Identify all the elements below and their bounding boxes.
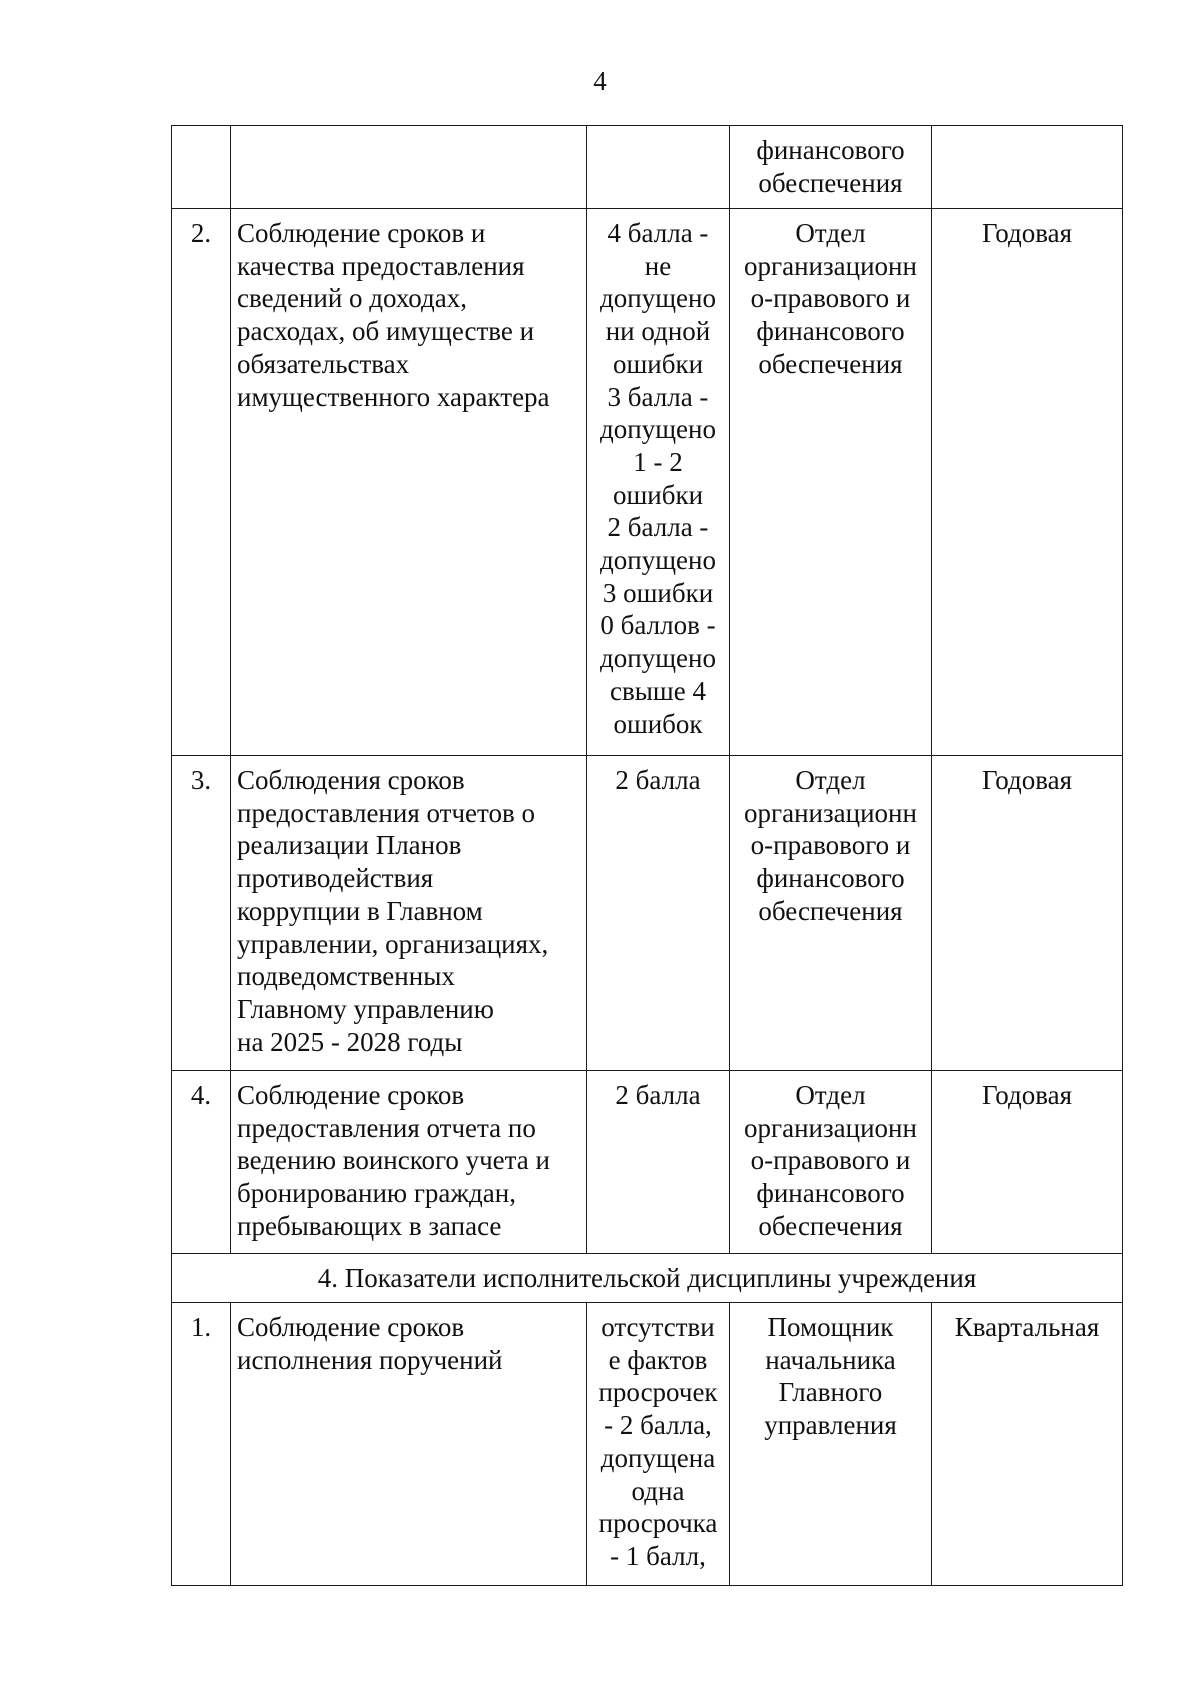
cell-text-line: противодействия — [237, 863, 434, 894]
cell-text-line: 3 ошибки — [602, 577, 714, 608]
indicator-name-cell — [231, 1303, 587, 1586]
period-cell: Годовая — [932, 756, 1123, 1071]
cell-text-line: допущено — [600, 283, 716, 314]
score-cell — [587, 1303, 730, 1586]
responsible-cell — [730, 126, 932, 209]
cell-text-line: Главному управлению — [237, 993, 494, 1024]
cell-text-line: не — [644, 250, 672, 281]
indicator-name-cell — [231, 756, 587, 1071]
cell-text-line: Соблюдение сроков и — [237, 218, 486, 248]
cell-text-line: ошибки — [612, 348, 704, 379]
cell-text-line: обеспечения — [758, 895, 903, 926]
cell-text-line: допущено — [600, 545, 716, 576]
cell-text-line: расходах, об имуществе и — [237, 316, 535, 347]
cell-text-line: - 1 балл, — [610, 1540, 706, 1571]
table-row — [172, 1071, 1123, 1254]
cell-text-line: свыше 4 — [610, 675, 706, 706]
cell-text-line: Главного — [778, 1377, 883, 1408]
cell-text-line: обеспечения — [758, 167, 903, 198]
row-number: 3. — [172, 756, 231, 1071]
cell-text-line: 0 баллов - — [600, 610, 716, 641]
responsible-cell — [730, 756, 932, 1071]
indicator-name-cell — [231, 126, 587, 209]
cell-text-line: обеспечения — [758, 348, 903, 379]
cell-text-line: 2 балла — [615, 1080, 701, 1110]
cell-text-line: ошибок — [613, 708, 703, 739]
cell-text-line: финансового — [756, 135, 905, 165]
row-number: 4. — [172, 1071, 231, 1254]
cell-text-line: 1 - 2 — [633, 446, 683, 477]
cell-text-line: 4 балла - — [607, 218, 709, 248]
table-row — [172, 1303, 1123, 1586]
cell-text-line: пребывающих в запасе — [237, 1210, 502, 1241]
cell-text-line: качества предоставления — [237, 250, 525, 281]
cell-text-line: управлении, организациях, — [237, 928, 549, 959]
cell-text-line: финансового — [756, 316, 905, 347]
cell-text-line: 3 балла - — [607, 381, 709, 412]
responsible-cell — [730, 1071, 932, 1254]
cell-text-line: управления — [764, 1410, 897, 1441]
indicator-name-cell — [231, 1071, 587, 1254]
cell-text-line: просрочек — [598, 1377, 718, 1408]
cell-text-line: предоставления отчета по — [237, 1112, 536, 1143]
period-cell — [932, 126, 1123, 209]
score-cell — [587, 209, 730, 756]
table-row-continuation — [172, 126, 1123, 209]
score-cell — [587, 1071, 730, 1254]
number-cell — [172, 126, 231, 209]
cell-text-line: финансового — [756, 863, 905, 894]
cell-text-line: на 2025 - 2028 годы — [237, 1026, 463, 1057]
section-heading-row — [172, 1254, 1123, 1303]
period-cell: Годовая — [932, 1071, 1123, 1254]
cell-text-line: ни одной — [605, 316, 711, 347]
cell-text-line: 2 балла — [615, 765, 701, 795]
cell-text-line: Отдел — [795, 218, 866, 248]
cell-text-line: Отдел — [795, 765, 866, 795]
cell-text-line: начальника — [765, 1344, 896, 1375]
cell-text-line: Отдел — [795, 1080, 866, 1110]
cell-text-line: подведомственных — [237, 961, 455, 992]
cell-text-line: допущено — [600, 643, 716, 674]
cell-text-line: - 2 балла, — [604, 1410, 712, 1441]
section-heading: 4. Показатели исполнительской дисциплины учреждения — [172, 1254, 1123, 1303]
cell-text-line: 2 балла - — [607, 512, 709, 543]
cell-text-line: допущена — [600, 1442, 716, 1473]
cell-text-line: Соблюдение сроков — [237, 1312, 465, 1342]
cell-text-line: одна — [631, 1475, 685, 1506]
score-cell — [587, 756, 730, 1071]
cell-text-line: организационн — [744, 797, 917, 828]
indicators-table — [171, 125, 1123, 1586]
row-number: 2. — [172, 209, 231, 756]
cell-text-line: о-правового и — [750, 283, 911, 314]
period-cell: Годовая — [932, 209, 1123, 756]
responsible-cell — [730, 1303, 932, 1586]
score-cell — [587, 126, 730, 209]
cell-text-line: организационн — [744, 250, 917, 281]
cell-text-line: е фактов — [608, 1344, 708, 1375]
cell-text-line: допущено — [600, 414, 716, 445]
cell-text-line: предоставления отчетов о — [237, 797, 535, 828]
cell-text-line: реализации Планов — [237, 830, 462, 861]
responsible-cell — [730, 209, 932, 756]
cell-text-line: обязательствах — [237, 348, 410, 379]
table-row — [172, 756, 1123, 1071]
cell-text-line: исполнения поручений — [237, 1344, 503, 1375]
cell-text-line: организационн — [744, 1112, 917, 1143]
cell-text-line: бронированию граждан, — [237, 1178, 516, 1209]
cell-text-line: о-правового и — [750, 1145, 911, 1176]
period-cell: Квартальная — [932, 1303, 1123, 1586]
cell-text-line: коррупции в Главном — [237, 895, 483, 926]
row-number: 1. — [172, 1303, 231, 1586]
indicator-name-cell — [231, 209, 587, 756]
table-row — [172, 209, 1123, 756]
page-number: 4 — [593, 66, 607, 96]
cell-text-line: о-правового и — [750, 830, 911, 861]
cell-text-line: ошибки — [612, 479, 704, 510]
cell-text-line: отсутстви — [601, 1312, 715, 1342]
cell-text-line: финансового — [756, 1178, 905, 1209]
cell-text-line: имущественного характера — [237, 381, 550, 412]
cell-text-line: Соблюдение сроков — [237, 1080, 465, 1110]
cell-text-line: сведений о доходах, — [237, 283, 468, 314]
cell-text-line: ведению воинского учета и — [237, 1145, 550, 1176]
cell-text-line: обеспечения — [758, 1210, 903, 1241]
cell-text-line: Помощник — [767, 1312, 894, 1342]
cell-text-line: Соблюдения сроков — [237, 765, 465, 795]
cell-text-line: просрочка — [598, 1508, 718, 1539]
